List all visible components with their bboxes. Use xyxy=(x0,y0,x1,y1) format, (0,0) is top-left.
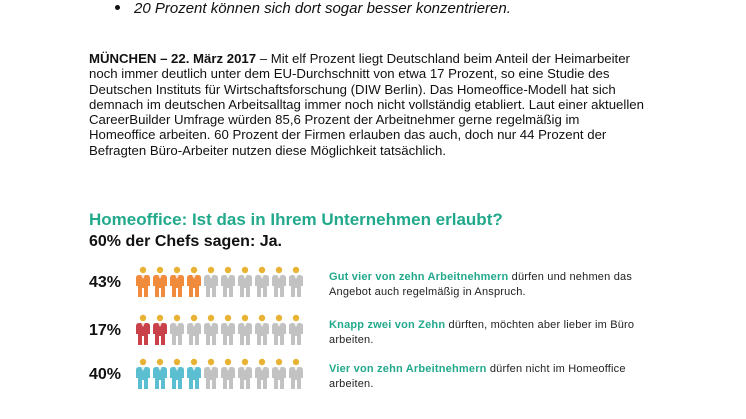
person-icon xyxy=(237,266,253,298)
person-icon xyxy=(152,266,168,298)
stat-highlight: Vier von zehn Arbeitnehmern xyxy=(329,363,487,375)
stat-percent: 40% xyxy=(89,366,122,383)
infographic-subtitle: 60% der Chefs sagen: Ja. xyxy=(89,233,282,250)
person-icon xyxy=(169,314,185,346)
person-icon xyxy=(271,266,287,298)
person-icon xyxy=(288,314,304,346)
article-body: – Mit elf Prozent liegt Deutschland beim Anteil der Heimarbeiter noch immer deutlich unter dem EU-Durchschnitt von etwa 17 Prozent, so eine Studie des Deutschen Instituts für Wirtschaftsforschung (DIW Berlin). Das Homeoffice-Modell hat sich demnach im deutschen Arbeitsalltag immer noch nicht vollständig etabliert. Laut einer aktuellen CareerBuilder Umfrage würden 85,6 Prozent der Arbeitnehmer gerne regelmäßig im Homeoffice arbeiten. 60 Prozent der Firmen erlauben das auch, doch nur 44 Prozent der Befragten Büro-Arbeiter nutzen diese Möglichkeit tatsächlich. xyxy=(89,51,644,158)
stat-highlight: Gut vier von zehn Arbeitnehmern xyxy=(329,271,509,283)
person-icon xyxy=(152,314,168,346)
stat-row xyxy=(89,314,649,348)
stat-row xyxy=(89,266,649,300)
person-icon xyxy=(203,358,219,390)
article-dateline: MÜNCHEN – 22. März 2017 xyxy=(89,51,257,66)
person-icon xyxy=(254,314,270,346)
person-icon xyxy=(288,266,304,298)
person-icon xyxy=(288,358,304,390)
person-icon xyxy=(169,358,185,390)
person-icon xyxy=(254,358,270,390)
person-icon xyxy=(271,314,287,346)
person-icon xyxy=(254,266,270,298)
article-paragraph xyxy=(89,51,649,158)
stat-rest: dürfen und nehmen das Angebot auch regelmäßig in Anspruch. xyxy=(329,271,633,298)
stat-rest: dürfen nicht im Homeoffice arbeiten. xyxy=(329,363,626,390)
stat-description xyxy=(329,318,649,348)
person-icon xyxy=(203,266,219,298)
person-icon xyxy=(135,266,151,298)
person-icons xyxy=(135,358,315,392)
person-icon xyxy=(169,266,185,298)
bullet-dot xyxy=(115,5,120,10)
person-icon xyxy=(186,266,202,298)
person-icon xyxy=(135,358,151,390)
stat-highlight: Knapp zwei von Zehn xyxy=(329,319,446,331)
person-icon xyxy=(135,314,151,346)
infographic-title: Homeoffice: Ist das in Ihrem Unternehmen erlaubt? xyxy=(89,210,503,229)
bullet-text: 20 Prozent können sich dort sogar besser konzentrieren. xyxy=(134,0,511,17)
person-icon xyxy=(203,314,219,346)
person-icons xyxy=(135,314,315,348)
person-icon xyxy=(186,314,202,346)
person-icon xyxy=(237,314,253,346)
person-icon xyxy=(186,358,202,390)
person-icons xyxy=(135,266,315,300)
stat-rest: dürften, möchten aber lieber im Büro arbeiten. xyxy=(329,319,635,346)
person-icon xyxy=(220,314,236,346)
person-icon xyxy=(271,358,287,390)
stat-row xyxy=(89,358,649,392)
bullet-item xyxy=(115,0,511,18)
stat-percent: 17% xyxy=(89,322,122,339)
person-icon xyxy=(220,358,236,390)
person-icon xyxy=(220,266,236,298)
person-icon xyxy=(237,358,253,390)
person-icon xyxy=(152,358,168,390)
stat-description xyxy=(329,362,649,392)
stat-description xyxy=(329,270,649,300)
stat-percent: 43% xyxy=(89,274,122,291)
